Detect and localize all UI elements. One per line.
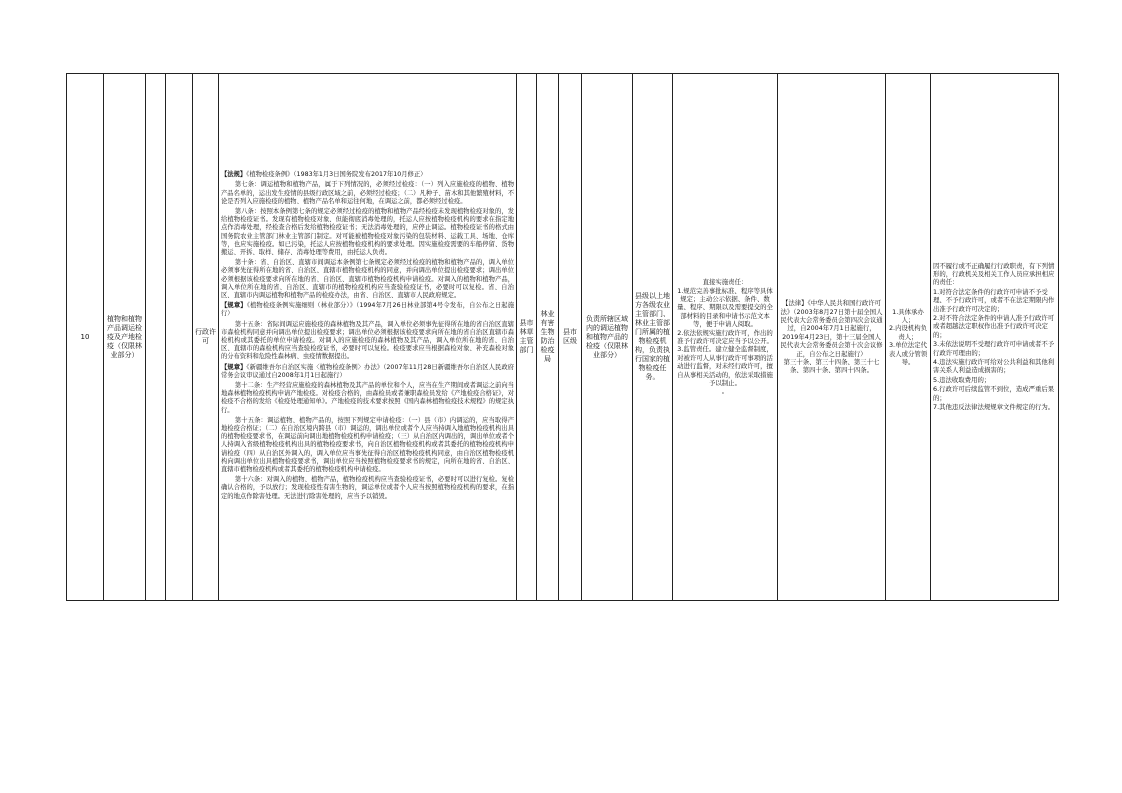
responsibility-subject: 县级以上地方各级农业主管部门、林业主管部门所属的植物检疫机构，负责执行国家的植物检疫任务。 xyxy=(633,74,673,601)
legal-paragraph: 第十五条：调运植物、植物产品的，按照下列规定申请检疫：（一）县（市）内调运的，应当取得产地检疫合格证；（二）在自治区境内跨县（市）调运的，调出单位或者个人应当持调入地植物检疫机构出具的植物检疫要求书，在调运前向调出地植物检疫机构申请检疫；（三）从自治区内调出的，调出单位或者个人持调入省级植物检疫机构出具的植物检疫要求书，向自治区植物检疫机构或者其委托的植物检疫机构申请检疫（四）从自治区外调入的，调入单位应当事先征得自治区植物检疫机构同意，由自治区植物检疫机构向调出单位出具植物检疫要求书，调出单位应当按照植物检疫要求书的规定，向所在地的省、自治区、直辖市植物检疫机构或者其委托的植物检疫机构申请检疫。 xyxy=(221,416,514,474)
legal-paragraph: 第十六条：对调入的植物、植物产品，植物检疫机构应当查验检疫证书，必要时可以进行复检。复检确认合格的，予以放行；发现检疫性有害生物的，调运单位或者个人应当按照植物检疫机构的要求，在指定的地点作除害处理。无法进行除害处理的，应当予以销毁。 xyxy=(221,476,514,500)
legal-paragraph: 第十五条：省际间调运应施检疫的森林植物及其产品，调入单位必须事先征得所在地的省自治区直辖市森检机构同意并向调出单位提出检疫要求；调出单位必须根据该检疫要求向所在地的省自治区直辖市森检机构或其委托的单位申请检疫。对调入的应施检疫的森林植物及其产品，调入单位所在地的省、自治区、直辖市的森检机构应当查验检疫证书，必要时可以复检。检疫要求应当根据森检对象、补充森检对象的分布资料和危险性森林病、虫疫情数据提出。 xyxy=(221,320,514,361)
impl-line: 。 xyxy=(721,387,729,396)
administrative-level: 县市区级 xyxy=(559,74,582,601)
accountability-basis xyxy=(778,74,886,601)
item-name: 植物和植物产品调运检疫及产地检疫（仅限林业部分） xyxy=(104,74,146,601)
case-line: 1.对符合法定条件的行政许可申请不予受理、不予行政许可，或者不在法定期限内作出准予行政许可决定的； xyxy=(933,287,1055,313)
legal-paragraph: 第八条：按照本条例第七条的规定必须经过检疫的植物和植物产品经检疫未发现植物检疫对象的，发给植物检疫证书。发现有植物检疫对象、但能彻底消毒处理的，托运人应按植物检疫机构的要求在指定地点作消毒处理，经检查合格后发给植物检疫证书；无法消毒处理的，应停止调运。植物检疫证书的格式由国务院农业主管部门林业主管部门制定。对可能被植物检疫对象污染的包装材料、运载工具、场地、仓库等，也应实施检疫。如已污染，托运人应按植物检疫机构的要求处理。因实施检疫需要的车船停留、货物搬运、开拆、取样、储存、消毒处理等费用，由托运人负责。 xyxy=(221,207,514,256)
legal-paragraph: 【规章】《新疆维吾尔自治区实施〈植物检疫条例〉办法》（2007年11月28日新疆维吾尔自治区人民政府常务会议审议通过自2008年1月1日起施行） xyxy=(221,363,514,379)
legal-paragraph: 【规章】《植物检疫条例实施细则（林业部分）》（1994年7月26日林业部第4号令发布，自公布之日起施行） xyxy=(221,302,514,318)
liable-line: 1.具体承办人； xyxy=(892,307,924,324)
authority-table xyxy=(66,73,1059,601)
case-line: 3.未依法说明不受理行政许可申请或者不予行政许可理由的； xyxy=(933,340,1055,357)
liable-line: 3.单位法定代表人或分管领导。 xyxy=(888,341,928,367)
accountability-cases xyxy=(931,74,1059,601)
legal-basis-cell xyxy=(219,74,517,601)
case-line: 4.违法实施行政许可给对公共利益和其他利害关系人利益造成损害的； xyxy=(933,358,1055,375)
impl-line: 直接实施责任： xyxy=(702,278,748,287)
impl-line: 2.依法依规实施行政许可，作出的准予行政许可决定应当予以公开。 xyxy=(677,328,773,345)
jurisdiction-scope: 负责所辖区域内的调运植物和植物产品的检疫（仅限林业部分） xyxy=(582,74,633,601)
case-line: 因不履行或不正确履行行政职责，有下列情形的，行政机关及相关工作人员应承担相应的责任： xyxy=(933,261,1055,287)
legal-paragraph: 第十二条：生产经营应施检疫的森林植物及其产品的单位和个人，应当在生产期间或者调运之前向当地森林植物检疫机构申请产地检疫。对检疫合格的，由森检员或者兼职森检员发给《产地检疫合格证》，对检疫不合格的发给《检疫处理通知单》。产地检疫的技术要求按照《国内森林植物检疫技术规程》的规定执行。 xyxy=(221,382,514,414)
legal-paragraph: 第十条：省、自治区、直辖市间调运本条例第七条规定必须经过检疫的植物和植物产品的，调入单位必须事先征得所在地的省、自治区、直辖市植物检疫机构的同意，并向调出单位提出检疫要求；调出单位必须根据该检疫要求向所在地的省、自治区、直辖市植物检疫机构申请检疫。对调入的植物和植物产品，调入单位所在地的省、自治区、直辖市的植物检疫机构应当查验检疫证书，必要时可以复检。省、自治区、直辖市内调运植物和植物产品的检疫办法，由省、自治区、直辖市人民政府规定。 xyxy=(221,259,514,299)
case-line: 7.其他违反法律法规规章文件规定的行为。 xyxy=(933,403,1055,412)
legal-paragraph: 第七条：调运植物和植物产品，属于下列情况的，必须经过检疫：（一）列入应施检疫的植物、植物产品名单的，运出发生疫情的县级行政区域之前，必须经过检疫；（二）凡种子、苗木和其他繁殖材料，不论是否列入应施检疫的植物、植物产品名单和运往何地，在调运之前，都必须经过检疫。 xyxy=(221,181,514,205)
case-line: 5.违法收取费用的； xyxy=(933,375,991,384)
county-department: 县市林草主管部门 xyxy=(517,74,537,601)
accountability-line: 第三十条、第三十四条、第三十七条、第四十条、第四十四条。 xyxy=(783,358,880,375)
table-row xyxy=(67,74,1059,601)
legal-paragraph: 【法规】《植物检疫条例》（1983年1月3日国务院发布2017年10月修正） xyxy=(221,171,427,179)
legal-basis-list xyxy=(221,171,514,501)
item-type: 行政许可 xyxy=(193,74,219,601)
case-line: 2.对不符合法定条件的申请人准予行政许可或者超越法定职权作出准予行政许可决定的； xyxy=(933,313,1055,339)
empty-cell xyxy=(166,74,193,601)
implementing-bureau: 林业有害生物防治检疫局 xyxy=(537,74,559,601)
sub-item-cell xyxy=(146,74,166,601)
liable-persons xyxy=(886,74,931,601)
liable-line: 2.内设机构负责人； xyxy=(888,324,928,341)
case-line: 6.行政许可后续监管不到位，造成严重后果的； xyxy=(933,385,1055,402)
impl-line: 1.规范完善事批标准、程序等具体规定；主动公示依据、条件、数量、程序、期限以及需要提交的全部材料的目录和申请书示范文本等，便于申请人阅取。 xyxy=(677,286,773,329)
accountability-line: 【法律】《中华人民共和国行政许可法》（2003年8月27日第十届全国人民代表大会常务委员会第四次会议通过，自2004年7月1日起施行，2019年4月23日，第十三届全国人民代表大会常务委员会第十次会议修正，自公布之日起施行） xyxy=(780,299,883,358)
implementation-responsibility xyxy=(673,74,778,601)
row-number: 10 xyxy=(67,74,104,601)
impl-line: 3.监管责任。建立健全监督制度，对被许可人从事行政许可事项的活动进行监督，对未经行政许可，擅自从事相关活动的，依法采取措施予以制止。 xyxy=(677,345,773,388)
